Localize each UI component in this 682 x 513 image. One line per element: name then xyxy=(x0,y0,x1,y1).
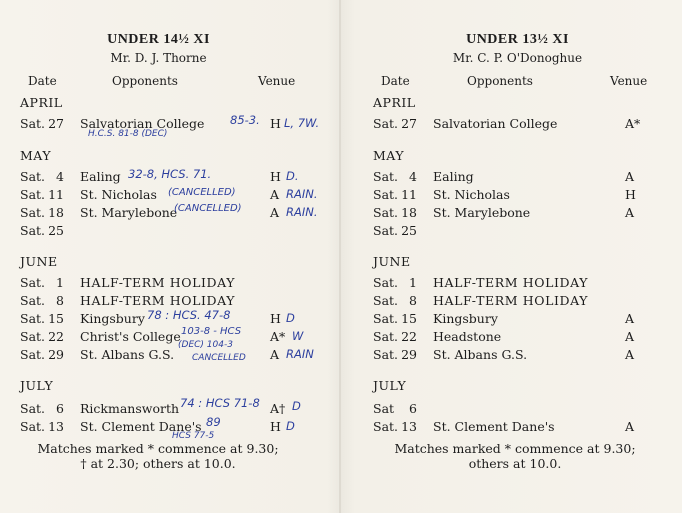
day-number: 29 xyxy=(48,347,64,362)
day-number: 8 xyxy=(56,293,64,308)
opponent: Salvatorian College xyxy=(80,116,205,131)
opponent: St. Clement Dane's xyxy=(433,419,555,434)
month-june: JUNE xyxy=(373,254,411,269)
day-number: 25 xyxy=(48,223,64,238)
team-title: UNDER 13½ XI xyxy=(466,32,569,47)
opponent: Salvatorian College xyxy=(433,116,558,131)
handwritten-result: D xyxy=(292,399,301,413)
fixture-row xyxy=(373,169,682,187)
month-may: MAY xyxy=(20,148,52,163)
fixture-row xyxy=(20,308,340,329)
day-label: Sat. xyxy=(373,347,399,362)
venue-header: Venue xyxy=(258,74,296,88)
day-number: 25 xyxy=(401,223,417,238)
handwritten-result: D xyxy=(286,419,295,433)
opponent: Christ's College xyxy=(80,329,181,344)
fixture-row xyxy=(20,113,340,139)
day-label: Sat. xyxy=(20,347,46,362)
day-label: Sat. xyxy=(20,169,46,184)
venue: A xyxy=(625,419,635,434)
opponent: St. Nicholas xyxy=(80,187,157,202)
handwritten-result: L, 7W. xyxy=(284,116,320,130)
opponent: HALF-TERM HOLIDAY xyxy=(433,293,589,308)
opponent: St. Nicholas xyxy=(433,187,510,202)
venue: A† xyxy=(270,401,286,416)
day-number: 27 xyxy=(401,116,417,131)
footer-note xyxy=(0,441,318,471)
day-number: 27 xyxy=(48,116,64,131)
fixture-row xyxy=(373,329,682,347)
day-number: 15 xyxy=(401,311,417,326)
day-number: 18 xyxy=(401,205,417,220)
venue: A* xyxy=(270,329,286,344)
team-master: Mr. D. J. Thorne xyxy=(110,51,207,65)
fixture-row xyxy=(373,419,682,437)
month-april: APRIL xyxy=(20,95,63,110)
handwritten-score: 85-3. xyxy=(230,113,260,127)
handwritten-note: HCS 77-5 xyxy=(172,431,215,441)
day-label: Sat. xyxy=(20,329,46,344)
venue: H xyxy=(270,116,281,131)
venue: H xyxy=(625,187,636,202)
under-13-page xyxy=(353,0,682,513)
fixture-row xyxy=(373,311,682,329)
day-label: Sat. xyxy=(373,293,399,308)
date-header: Date xyxy=(381,74,410,88)
day-number: 13 xyxy=(401,419,417,434)
day-number: 18 xyxy=(48,205,64,220)
venue: H xyxy=(270,169,281,184)
opponent: HALF-TERM HOLIDAY xyxy=(433,275,589,290)
fixture-row xyxy=(373,401,682,419)
venue: A xyxy=(625,169,635,184)
venue: A xyxy=(270,205,280,220)
venue: A xyxy=(625,329,635,344)
opponent: St. Albans G.S. xyxy=(433,347,528,362)
opponent: Ealing xyxy=(433,169,474,184)
month-july: JULY xyxy=(373,378,407,393)
opponent: Rickmansworth xyxy=(80,401,180,416)
team-title: UNDER 14½ XI xyxy=(107,32,210,47)
opponent: Kingsbury xyxy=(433,311,498,326)
handwritten-score: 103-8 - HCS xyxy=(181,326,242,337)
day-label: Sat. xyxy=(373,116,399,131)
footer-line-1: Matches marked * commence at 9.30; xyxy=(37,441,279,456)
handwritten-note: H.C.S. 81-8 (DEC) xyxy=(88,129,168,139)
day-number: 11 xyxy=(48,187,64,202)
handwritten-score: 89 xyxy=(206,415,221,429)
opponents-header: Opponents xyxy=(112,74,178,88)
fixture-row xyxy=(373,275,682,293)
handwritten-score: CANCELLED xyxy=(192,353,246,363)
handwritten-score: 74 : HCS 71-8 xyxy=(180,396,260,410)
opponent: St. Albans G.S. xyxy=(80,347,175,362)
day-number: 1 xyxy=(56,275,64,290)
handwritten-score: (CANCELLED) xyxy=(168,187,236,198)
day-label: Sat. xyxy=(20,275,46,290)
fixture-row xyxy=(20,223,340,241)
day-label: Sat. xyxy=(20,205,46,220)
footer-line-2: † at 2.30; others at 10.0. xyxy=(80,456,236,471)
opponent: Ealing xyxy=(80,169,121,184)
fixture-row xyxy=(20,347,340,365)
venue: A xyxy=(625,347,635,362)
venue-header: Venue xyxy=(610,74,648,88)
day-label: Sat xyxy=(373,401,395,416)
opponent: St. Marylebone xyxy=(80,205,178,220)
fixture-row xyxy=(20,415,340,441)
month-june: JUNE xyxy=(20,254,58,269)
handwritten-result: RAIN. xyxy=(286,187,318,201)
day-label: Sat. xyxy=(20,311,46,326)
fixture-row xyxy=(20,275,340,293)
handwritten-note: (DEC) 104-3 xyxy=(178,340,233,350)
day-label: Sat. xyxy=(373,205,399,220)
fixture-row xyxy=(20,169,340,187)
day-number: 15 xyxy=(48,311,64,326)
fixture-row xyxy=(373,293,682,311)
day-number: 6 xyxy=(409,401,417,416)
month-july: JULY xyxy=(20,378,54,393)
fixture-row xyxy=(373,205,682,223)
day-number: 11 xyxy=(401,187,417,202)
day-label: Sat. xyxy=(20,293,46,308)
handwritten-result: D xyxy=(286,311,295,325)
day-number: 4 xyxy=(409,169,417,184)
venue: A* xyxy=(625,116,641,131)
opponent: Headstone xyxy=(433,329,502,344)
day-number: 22 xyxy=(48,329,64,344)
day-number: 8 xyxy=(409,293,417,308)
opponent: St. Clement Dane's xyxy=(80,419,202,434)
fixture-row xyxy=(20,396,340,419)
day-number: 4 xyxy=(56,169,64,184)
fixture-row xyxy=(20,205,340,223)
day-label: Sat. xyxy=(20,419,46,434)
month-april: APRIL xyxy=(373,95,416,110)
day-label: Sat. xyxy=(373,419,399,434)
month-may: MAY xyxy=(373,148,405,163)
opponent: HALF-TERM HOLIDAY xyxy=(80,275,236,290)
day-number: 29 xyxy=(401,347,417,362)
day-label: Sat. xyxy=(373,169,399,184)
handwritten-result: D. xyxy=(286,169,299,183)
handwritten-score: (CANCELLED) xyxy=(174,203,242,214)
day-label: Sat. xyxy=(20,116,46,131)
footer-note xyxy=(355,441,675,471)
fixture-row xyxy=(373,347,682,365)
day-label: Sat. xyxy=(20,187,46,202)
day-label: Sat. xyxy=(373,223,399,238)
handwritten-result: RAIN. xyxy=(286,205,318,219)
day-number: 13 xyxy=(48,419,64,434)
day-label: Sat. xyxy=(373,187,399,202)
team-master: Mr. C. P. O'Donoghue xyxy=(452,51,583,65)
day-number: 1 xyxy=(409,275,417,290)
handwritten-result: W xyxy=(292,329,304,343)
venue: A xyxy=(625,205,635,220)
opponent: HALF-TERM HOLIDAY xyxy=(80,293,236,308)
day-number: 6 xyxy=(56,401,64,416)
venue: H xyxy=(270,419,281,434)
footer-line-1: Matches marked * commence at 9.30; xyxy=(394,441,636,456)
venue: A xyxy=(270,187,280,202)
day-label: Sat. xyxy=(373,329,399,344)
venue: A xyxy=(270,347,280,362)
day-label: Sat. xyxy=(373,275,399,290)
venue: H xyxy=(270,311,281,326)
day-label: Sat. xyxy=(373,311,399,326)
opponent: Kingsbury xyxy=(80,311,145,326)
footer-line-2: others at 10.0. xyxy=(468,456,562,471)
day-label: Sat. xyxy=(20,401,46,416)
fixture-row xyxy=(373,116,682,134)
date-header: Date xyxy=(28,74,57,88)
fixture-row xyxy=(373,223,682,241)
handwritten-score: 78 : HCS. 47-8 xyxy=(147,308,231,322)
day-number: 22 xyxy=(401,329,417,344)
handwritten-score: 32-8, HCS. 71. xyxy=(128,167,212,181)
fixture-row xyxy=(20,326,340,350)
handwritten-result: RAIN xyxy=(286,347,314,361)
fixture-row xyxy=(373,187,682,205)
opponent: St. Marylebone xyxy=(433,205,531,220)
day-label: Sat. xyxy=(20,223,46,238)
opponents-header: Opponents xyxy=(467,74,533,88)
venue: A xyxy=(625,311,635,326)
